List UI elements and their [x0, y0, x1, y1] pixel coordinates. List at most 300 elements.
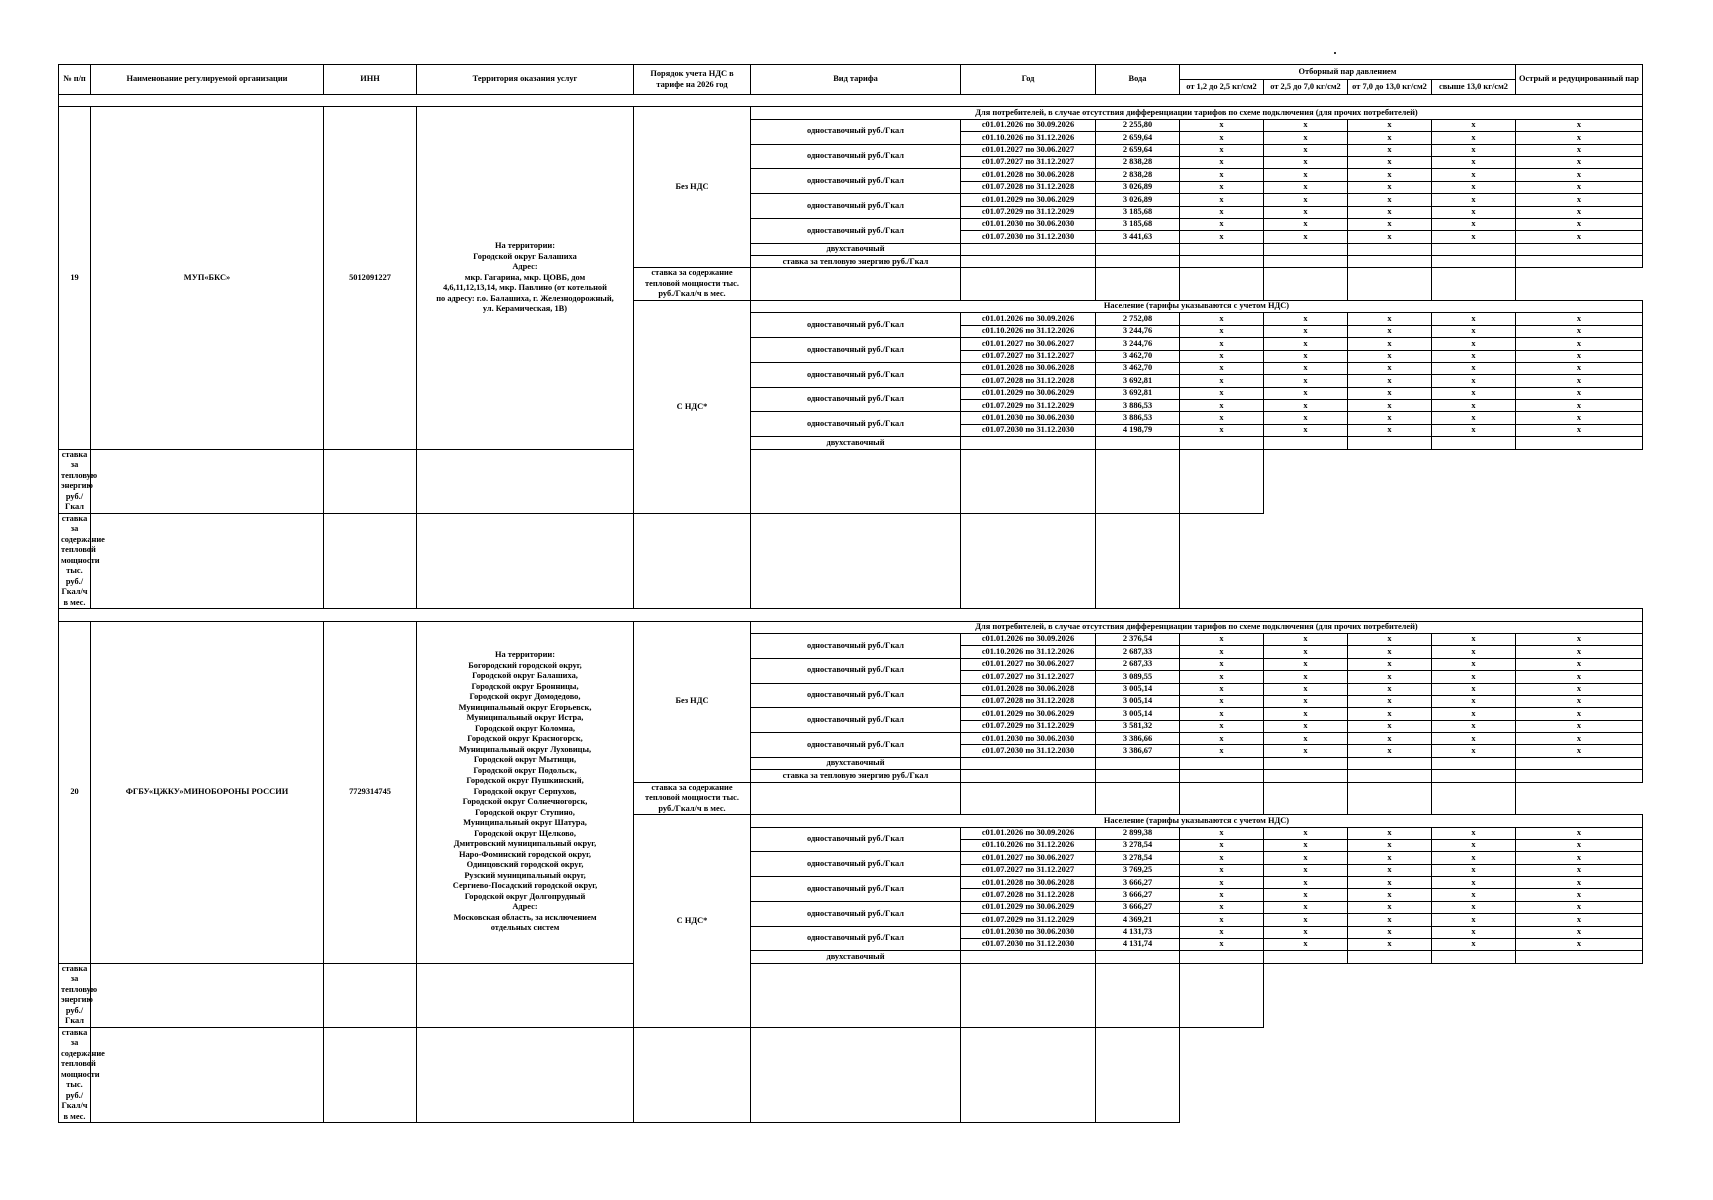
water-value: 3 886,53	[1096, 400, 1180, 412]
blank-cell	[417, 513, 634, 609]
water-value: 3 185,68	[1096, 206, 1180, 218]
period-cell: с01.07.2028 по 31.12.2028	[961, 695, 1096, 707]
x-mark: x	[1264, 424, 1348, 436]
x-mark: x	[1348, 889, 1432, 901]
x-mark: x	[1432, 412, 1516, 424]
blank-cell	[1432, 243, 1516, 255]
x-mark: x	[1516, 745, 1643, 757]
x-mark: x	[1348, 206, 1432, 218]
x-mark: x	[1348, 387, 1432, 399]
water-value: 3 244,76	[1096, 325, 1180, 337]
water-value: 3 386,66	[1096, 733, 1180, 745]
org-name: МУП«БКС»	[91, 107, 324, 449]
period-cell: с01.01.2030 по 30.06.2030	[961, 926, 1096, 938]
period-cell: с01.07.2028 по 31.12.2028	[961, 375, 1096, 387]
blank-cell	[1096, 1027, 1180, 1123]
territory-line: На территории:	[494, 241, 556, 251]
x-mark: x	[1516, 375, 1643, 387]
period-cell: с01.01.2027 по 30.06.2027	[961, 338, 1096, 350]
blank-cell	[1516, 256, 1643, 268]
period-cell: с01.07.2027 по 31.12.2027	[961, 350, 1096, 362]
col-header-p3: от 7,0 до 13,0 кг/см2	[1348, 80, 1432, 95]
x-mark: x	[1180, 939, 1264, 951]
blank-cell	[751, 449, 961, 513]
x-mark: x	[1432, 119, 1516, 131]
x-mark: x	[1264, 194, 1348, 206]
x-mark: x	[1516, 695, 1643, 707]
water-value: 3 026,89	[1096, 181, 1180, 193]
x-mark: x	[1432, 733, 1516, 745]
blank-cell	[751, 1027, 961, 1123]
x-mark: x	[1516, 412, 1643, 424]
nds-mode-no-vat: Без НДС	[634, 107, 751, 268]
territory-line: 4,6,11,12,13,14, мкр. Павлино (от котельной	[443, 283, 607, 293]
water-value: 3 441,63	[1096, 231, 1180, 243]
territory-line: по адресу: г.о. Балашиха, г. Железнодорожный,	[436, 293, 614, 303]
row-number: 19	[59, 107, 91, 449]
x-mark: x	[1264, 218, 1348, 230]
x-mark: x	[1516, 671, 1643, 683]
col-header-sharp-steam: Острый и редуцированный пар	[1516, 65, 1643, 95]
section-population: Население (тарифы указываются с учетом НДС)	[751, 300, 1643, 312]
tariff-type-cell: одноставочный руб./Гкал	[751, 683, 961, 708]
period-cell: с01.07.2029 по 31.12.2029	[961, 914, 1096, 926]
x-mark: x	[1264, 852, 1348, 864]
blank-cell	[1264, 268, 1348, 301]
org-inn: 5012091227	[324, 107, 417, 449]
water-value: 3 692,81	[1096, 375, 1180, 387]
blank-cell	[1432, 951, 1516, 963]
x-mark: x	[1348, 156, 1432, 168]
nds-mode-with-vat: С НДС*	[634, 300, 751, 513]
period-cell: с01.01.2028 по 30.06.2028	[961, 169, 1096, 181]
tariff-type-cell: одноставочный руб./Гкал	[751, 387, 961, 412]
x-mark: x	[1432, 424, 1516, 436]
blank-cell	[1432, 437, 1516, 449]
x-mark: x	[1348, 169, 1432, 181]
x-mark: x	[1432, 839, 1516, 851]
x-mark: x	[1264, 658, 1348, 670]
table-row	[59, 107, 1643, 119]
blank-cell	[91, 1027, 324, 1123]
tariff-type-cell: одноставочный руб./Гкал	[751, 658, 961, 683]
table-row	[59, 621, 1643, 633]
x-mark: x	[1348, 827, 1432, 839]
blank-cell	[1432, 757, 1516, 769]
x-mark: x	[1516, 877, 1643, 889]
x-mark: x	[1180, 633, 1264, 645]
table-row	[59, 1027, 1643, 1123]
period-cell: с01.01.2026 по 30.09.2026	[961, 827, 1096, 839]
water-value: 3 005,14	[1096, 683, 1180, 695]
x-mark: x	[1264, 839, 1348, 851]
rate-energy-label: ставка за тепловую энергию руб./Гкал	[59, 449, 91, 513]
x-mark: x	[1432, 852, 1516, 864]
blank-cell	[1096, 757, 1180, 769]
x-mark: x	[1432, 926, 1516, 938]
period-cell: с01.01.2030 по 30.06.2030	[961, 733, 1096, 745]
water-value: 2 687,33	[1096, 646, 1180, 658]
period-cell: с01.01.2029 по 30.06.2029	[961, 387, 1096, 399]
x-mark: x	[1180, 926, 1264, 938]
x-mark: x	[1348, 350, 1432, 362]
table-row	[59, 513, 1643, 609]
blank-cell	[634, 1027, 751, 1123]
territory-line: Муниципальный округ Истра,	[466, 713, 584, 723]
x-mark: x	[1264, 206, 1348, 218]
x-mark: x	[1432, 877, 1516, 889]
territory-line: Городской округ Долгопрудный	[464, 891, 586, 901]
rate-energy-label: ставка за тепловую энергию руб./Гкал	[59, 963, 91, 1027]
territory-cell	[417, 107, 634, 449]
nds-mode-with-vat: С НДС*	[634, 815, 751, 1028]
water-value: 3 769,25	[1096, 864, 1180, 876]
x-mark: x	[1348, 852, 1432, 864]
x-mark: x	[1516, 387, 1643, 399]
col-header-org: Наименование регулируемой организации	[91, 65, 324, 95]
territory-line: Городской округ Щелково,	[474, 828, 576, 838]
x-mark: x	[1516, 733, 1643, 745]
blank-cell	[751, 513, 961, 609]
x-mark: x	[1264, 633, 1348, 645]
x-mark: x	[1264, 745, 1348, 757]
x-mark: x	[1180, 889, 1264, 901]
nds-mode-no-vat: Без НДС	[634, 621, 751, 782]
tariff-type-cell: одноставочный руб./Гкал	[751, 852, 961, 877]
x-mark: x	[1348, 144, 1432, 156]
x-mark: x	[1264, 720, 1348, 732]
x-mark: x	[1432, 156, 1516, 168]
blank-cell	[961, 963, 1096, 1027]
org-name: ФГБУ«ЦЖКУ»МИНОБОРОНЫ РОССИИ	[91, 621, 324, 963]
x-mark: x	[1180, 206, 1264, 218]
tariff-type-two-part: двухставочный	[751, 243, 961, 255]
x-mark: x	[1516, 939, 1643, 951]
x-mark: x	[1348, 181, 1432, 193]
x-mark: x	[1432, 827, 1516, 839]
blank-cell	[961, 268, 1096, 301]
x-mark: x	[1348, 313, 1432, 325]
x-mark: x	[1432, 362, 1516, 374]
x-mark: x	[1348, 926, 1432, 938]
x-mark: x	[1264, 901, 1348, 913]
blank-cell	[1096, 437, 1180, 449]
x-mark: x	[1264, 375, 1348, 387]
blank-cell	[1516, 770, 1643, 782]
x-mark: x	[1264, 400, 1348, 412]
x-mark: x	[1516, 633, 1643, 645]
section-other-consumers: Для потребителей, в случае отсутствия дифференциации тарифов по схеме подключения (для прочих потребителей)	[751, 621, 1643, 633]
x-mark: x	[1516, 683, 1643, 695]
x-mark: x	[1432, 338, 1516, 350]
x-mark: x	[1264, 733, 1348, 745]
tariff-type-cell: одноставочный руб./Гкал	[751, 362, 961, 387]
water-value: 3 026,89	[1096, 194, 1180, 206]
x-mark: x	[1348, 412, 1432, 424]
x-mark: x	[1180, 169, 1264, 181]
org-inn: 7729314745	[324, 621, 417, 963]
territory-line: Городской округ Бронницы,	[471, 681, 579, 691]
rate-power-label: ставка за содержание тепловой мощности тыс. руб./Гкал/ч в мес.	[634, 782, 751, 815]
period-cell: с01.07.2028 по 31.12.2028	[961, 889, 1096, 901]
blank-cell	[1348, 951, 1432, 963]
scan-speck	[1334, 52, 1336, 54]
blank-cell	[1348, 437, 1432, 449]
x-mark: x	[1180, 695, 1264, 707]
x-mark: x	[1432, 901, 1516, 913]
blank-cell	[1348, 782, 1432, 815]
x-mark: x	[1180, 362, 1264, 374]
water-value: 3 666,27	[1096, 889, 1180, 901]
x-mark: x	[1264, 144, 1348, 156]
tariff-type-cell: одноставочный руб./Гкал	[751, 877, 961, 902]
tariff-type-cell: одноставочный руб./Гкал	[751, 708, 961, 733]
x-mark: x	[1432, 745, 1516, 757]
x-mark: x	[1180, 387, 1264, 399]
col-header-num: № п/п	[59, 65, 91, 95]
x-mark: x	[1348, 683, 1432, 695]
blank-cell	[324, 1027, 417, 1123]
x-mark: x	[1264, 156, 1348, 168]
x-mark: x	[1264, 362, 1348, 374]
x-mark: x	[1516, 119, 1643, 131]
x-mark: x	[1432, 914, 1516, 926]
water-value: 2 752,08	[1096, 313, 1180, 325]
blank-cell	[961, 513, 1096, 609]
blank-cell	[751, 963, 961, 1027]
water-value: 2 899,38	[1096, 827, 1180, 839]
territory-line: Дмитровский муниципальный округ,	[453, 839, 597, 849]
x-mark: x	[1516, 169, 1643, 181]
x-mark: x	[1432, 864, 1516, 876]
blank-cell	[324, 449, 417, 513]
x-mark: x	[1180, 156, 1264, 168]
blank-cell	[1264, 951, 1348, 963]
x-mark: x	[1516, 708, 1643, 720]
blank-cell	[1180, 449, 1264, 513]
territory-cell	[417, 621, 634, 963]
x-mark: x	[1348, 939, 1432, 951]
water-value: 4 369,21	[1096, 914, 1180, 926]
water-value: 3 244,76	[1096, 338, 1180, 350]
x-mark: x	[1516, 156, 1643, 168]
blank-cell	[1096, 963, 1180, 1027]
territory-line: Адрес:	[512, 902, 538, 912]
x-mark: x	[1516, 852, 1643, 864]
blank-cell	[1264, 782, 1348, 815]
territory-line: Городской округ Серпухов,	[473, 786, 577, 796]
blank-cell	[961, 256, 1096, 268]
x-mark: x	[1348, 218, 1432, 230]
period-cell: с01.01.2026 по 30.09.2026	[961, 313, 1096, 325]
blank-cell	[1096, 770, 1180, 782]
water-value: 3 886,53	[1096, 412, 1180, 424]
spacer-row	[59, 95, 1643, 107]
period-cell: с01.10.2026 по 31.12.2026	[961, 132, 1096, 144]
water-value: 2 376,54	[1096, 633, 1180, 645]
tariff-type-cell: одноставочный руб./Гкал	[751, 119, 961, 144]
x-mark: x	[1348, 646, 1432, 658]
territory-line: Городской округ Балашиха,	[472, 671, 578, 681]
col-header-inn: ИНН	[324, 65, 417, 95]
x-mark: x	[1180, 424, 1264, 436]
x-mark: x	[1432, 169, 1516, 181]
blank-cell	[1180, 268, 1264, 301]
blank-cell	[417, 1027, 634, 1123]
x-mark: x	[1348, 745, 1432, 757]
period-cell: с01.01.2028 по 30.06.2028	[961, 683, 1096, 695]
x-mark: x	[1432, 132, 1516, 144]
x-mark: x	[1180, 181, 1264, 193]
period-cell: с01.01.2028 по 30.06.2028	[961, 362, 1096, 374]
territory-line: Городской округ Коломна,	[474, 723, 576, 733]
water-value: 3 581,32	[1096, 720, 1180, 732]
water-value: 2 838,28	[1096, 156, 1180, 168]
x-mark: x	[1432, 708, 1516, 720]
x-mark: x	[1180, 350, 1264, 362]
x-mark: x	[1348, 325, 1432, 337]
tariff-table	[58, 64, 1643, 1123]
x-mark: x	[1348, 658, 1432, 670]
blank-cell	[751, 782, 961, 815]
x-mark: x	[1180, 852, 1264, 864]
x-mark: x	[1516, 400, 1643, 412]
tariff-type-two-part: двухставочный	[751, 951, 961, 963]
water-value: 3 666,27	[1096, 901, 1180, 913]
blank-cell	[1516, 951, 1643, 963]
blank-cell	[417, 449, 634, 513]
x-mark: x	[1264, 181, 1348, 193]
territory-line: Московская область, за исключением	[453, 912, 597, 922]
x-mark: x	[1180, 683, 1264, 695]
x-mark: x	[1348, 119, 1432, 131]
blank-cell	[91, 513, 324, 609]
blank-cell	[1264, 437, 1348, 449]
territory-line: Сергиево-Посадский городской округ,	[452, 881, 598, 891]
blank-cell	[1264, 757, 1348, 769]
tariff-type-cell: одноставочный руб./Гкал	[751, 901, 961, 926]
x-mark: x	[1432, 218, 1516, 230]
x-mark: x	[1264, 338, 1348, 350]
blank-cell	[1180, 243, 1264, 255]
tariff-type-cell: одноставочный руб./Гкал	[751, 827, 961, 852]
x-mark: x	[1516, 350, 1643, 362]
water-value: 4 131,73	[1096, 926, 1180, 938]
x-mark: x	[1432, 194, 1516, 206]
territory-line: Городской округ Мытищи,	[473, 755, 577, 765]
blank-cell	[1096, 243, 1180, 255]
period-cell: с01.01.2027 по 30.06.2027	[961, 144, 1096, 156]
blank-cell	[1264, 256, 1348, 268]
period-cell: с01.07.2030 по 31.12.2030	[961, 231, 1096, 243]
x-mark: x	[1516, 132, 1643, 144]
period-cell: с01.01.2028 по 30.06.2028	[961, 877, 1096, 889]
x-mark: x	[1516, 658, 1643, 670]
territory-line: Муниципальный округ Егорьевск,	[458, 702, 592, 712]
section-population: Население (тарифы указываются с учетом НДС)	[751, 815, 1643, 827]
x-mark: x	[1264, 926, 1348, 938]
x-mark: x	[1180, 132, 1264, 144]
x-mark: x	[1516, 720, 1643, 732]
territory-line: мкр. Гагарина, мкр. ЦОВБ, дом	[464, 272, 586, 282]
section-other-consumers: Для потребителей, в случае отсутствия дифференциации тарифов по схеме подключения (для прочих потребителей)	[751, 107, 1643, 119]
x-mark: x	[1348, 671, 1432, 683]
period-cell: с01.07.2029 по 31.12.2029	[961, 206, 1096, 218]
period-cell: с01.07.2027 по 31.12.2027	[961, 864, 1096, 876]
x-mark: x	[1180, 733, 1264, 745]
x-mark: x	[1264, 827, 1348, 839]
territory-line: Городской округ Пушкинский,	[466, 776, 584, 786]
period-cell: с01.01.2026 по 30.09.2026	[961, 119, 1096, 131]
blank-cell	[961, 243, 1096, 255]
x-mark: x	[1264, 646, 1348, 658]
x-mark: x	[1264, 708, 1348, 720]
water-value: 4 131,74	[1096, 939, 1180, 951]
period-cell: с01.01.2027 по 30.06.2027	[961, 852, 1096, 864]
x-mark: x	[1348, 633, 1432, 645]
x-mark: x	[1516, 889, 1643, 901]
x-mark: x	[1432, 231, 1516, 243]
tariff-type-cell: одноставочный руб./Гкал	[751, 194, 961, 219]
x-mark: x	[1264, 132, 1348, 144]
rate-energy-label: ставка за тепловую энергию руб./Гкал	[751, 770, 961, 782]
x-mark: x	[1432, 671, 1516, 683]
territory-line: Одинцовский городской округ,	[466, 860, 584, 870]
water-value: 3 089,55	[1096, 671, 1180, 683]
x-mark: x	[1348, 132, 1432, 144]
blank-cell	[1348, 770, 1432, 782]
water-value: 3 666,27	[1096, 877, 1180, 889]
col-header-nds: Порядок учета НДС в тарифе на 2026 год	[634, 65, 751, 95]
blank-cell	[961, 782, 1096, 815]
x-mark: x	[1180, 338, 1264, 350]
x-mark: x	[1264, 387, 1348, 399]
period-cell: с01.07.2029 по 31.12.2029	[961, 720, 1096, 732]
water-value: 3 185,68	[1096, 218, 1180, 230]
x-mark: x	[1432, 325, 1516, 337]
blank-cell	[1180, 757, 1264, 769]
x-mark: x	[1180, 194, 1264, 206]
x-mark: x	[1516, 926, 1643, 938]
x-mark: x	[1432, 375, 1516, 387]
tariff-type-cell: одноставочный руб./Гкал	[751, 169, 961, 194]
blank-cell	[1180, 437, 1264, 449]
x-mark: x	[1264, 231, 1348, 243]
water-value: 3 386,67	[1096, 745, 1180, 757]
x-mark: x	[1348, 375, 1432, 387]
x-mark: x	[1180, 144, 1264, 156]
col-header-p2: от 2,5 до 7,0 кг/см2	[1264, 80, 1348, 95]
x-mark: x	[1180, 313, 1264, 325]
x-mark: x	[1432, 939, 1516, 951]
x-mark: x	[1516, 338, 1643, 350]
rate-power-label: ставка за содержание тепловой мощности тыс. руб./Гкал/ч в мес.	[59, 1027, 91, 1123]
x-mark: x	[1516, 901, 1643, 913]
x-mark: x	[1348, 338, 1432, 350]
water-value: 3 278,54	[1096, 852, 1180, 864]
period-cell: с01.10.2026 по 31.12.2026	[961, 646, 1096, 658]
table-row	[59, 449, 1643, 513]
x-mark: x	[1432, 889, 1516, 901]
period-cell: с01.01.2030 по 30.06.2030	[961, 218, 1096, 230]
period-cell: с01.01.2026 по 30.09.2026	[961, 633, 1096, 645]
x-mark: x	[1432, 350, 1516, 362]
x-mark: x	[1264, 683, 1348, 695]
blank-cell	[1432, 770, 1516, 782]
x-mark: x	[1432, 695, 1516, 707]
x-mark: x	[1180, 708, 1264, 720]
blank-cell	[1180, 963, 1264, 1027]
